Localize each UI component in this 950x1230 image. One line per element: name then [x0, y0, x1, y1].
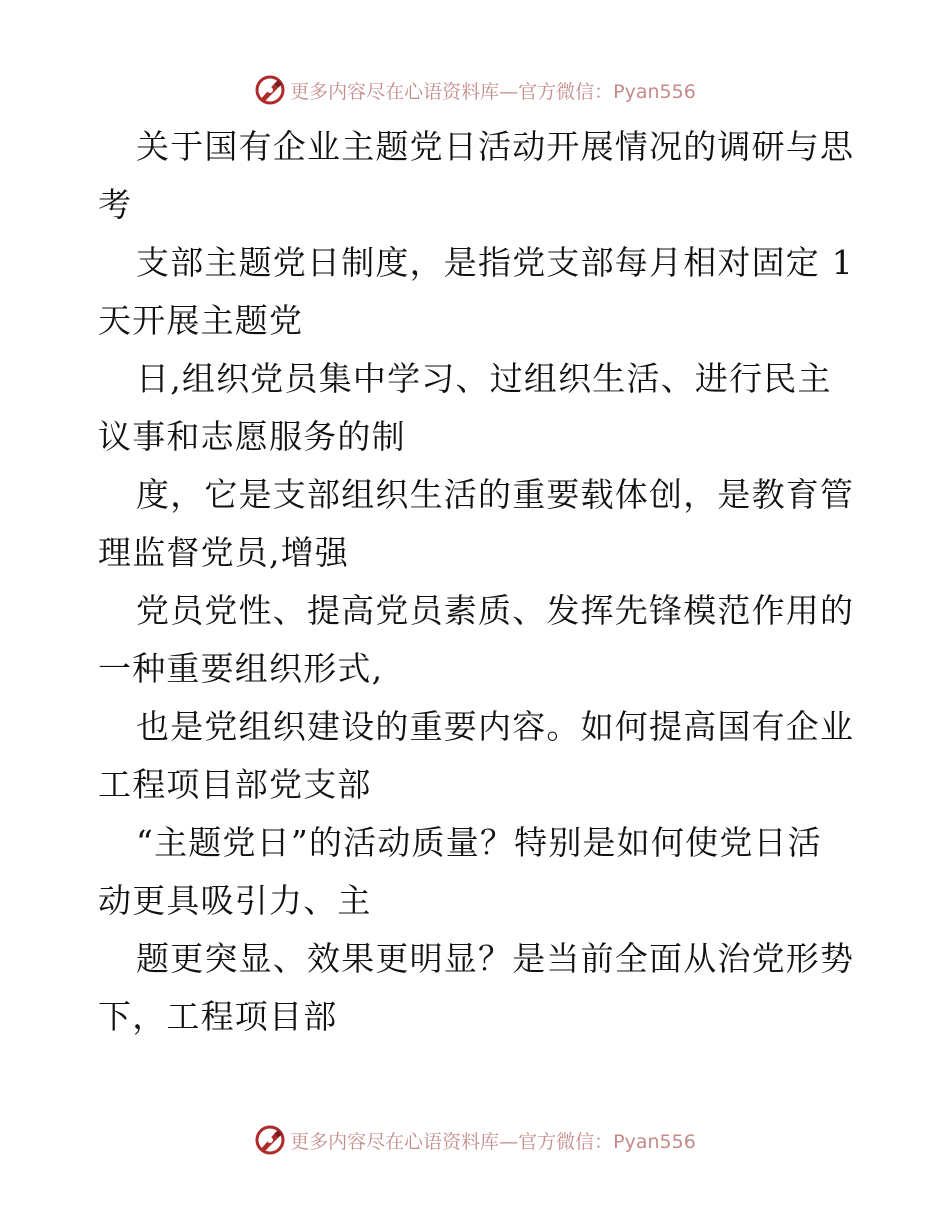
paragraph-line: 也是党组织建设的重要内容。如何提高国有企业 — [136, 707, 855, 746]
header-banner-cn: 更多内容尽在心语资料库—官方微信： — [290, 80, 614, 103]
header-banner — [0, 70, 950, 110]
pen-logo-icon — [254, 74, 286, 106]
paragraph-line: 支部主题党日制度，是指党支部每月相对固定 1 — [136, 243, 854, 282]
paragraph-line: 题更突显、效果更明显？是当前全面从治党形势 — [136, 939, 855, 978]
paragraph-line: 理监督党员,增强 — [98, 533, 350, 572]
document-body — [98, 118, 858, 1046]
paragraph-line: 工程项目部党支部 — [98, 765, 372, 804]
paragraph-line: 议事和志愿服务的制 — [98, 417, 406, 456]
paragraph-line: 下，工程项目部 — [98, 997, 338, 1036]
paragraph-line: 一种重要组织形式, — [98, 649, 384, 688]
paragraph-line: “主题党日”的活动质量？特别是如何使党日活 — [136, 823, 822, 862]
paragraph-line: 党员党性、提高党员素质、发挥先锋模范作用的 — [136, 591, 855, 630]
paragraph-line: 动更具吸引力、主 — [98, 881, 372, 920]
footer-banner — [0, 1120, 950, 1160]
footer-banner-text — [290, 1127, 696, 1154]
title-line-1: 关于国有企业主题党日活动开展情况的调研与思 — [136, 127, 855, 166]
footer-banner-wechat-id: Pyan556 — [613, 1130, 696, 1153]
paragraph-line: 日,组织党员集中学习、过组织生活、进行民主 — [136, 359, 832, 398]
header-banner-text — [290, 77, 696, 104]
paragraph-line: 度，它是支部组织生活的重要载体创，是教育管 — [136, 475, 855, 514]
paragraph-line: 天开展主题党 — [98, 301, 304, 340]
pen-logo-icon — [254, 1124, 286, 1156]
footer-banner-cn: 更多内容尽在心语资料库—官方微信： — [290, 1130, 614, 1153]
title-line-2: 考 — [98, 185, 133, 224]
header-banner-wechat-id: Pyan556 — [613, 80, 696, 103]
